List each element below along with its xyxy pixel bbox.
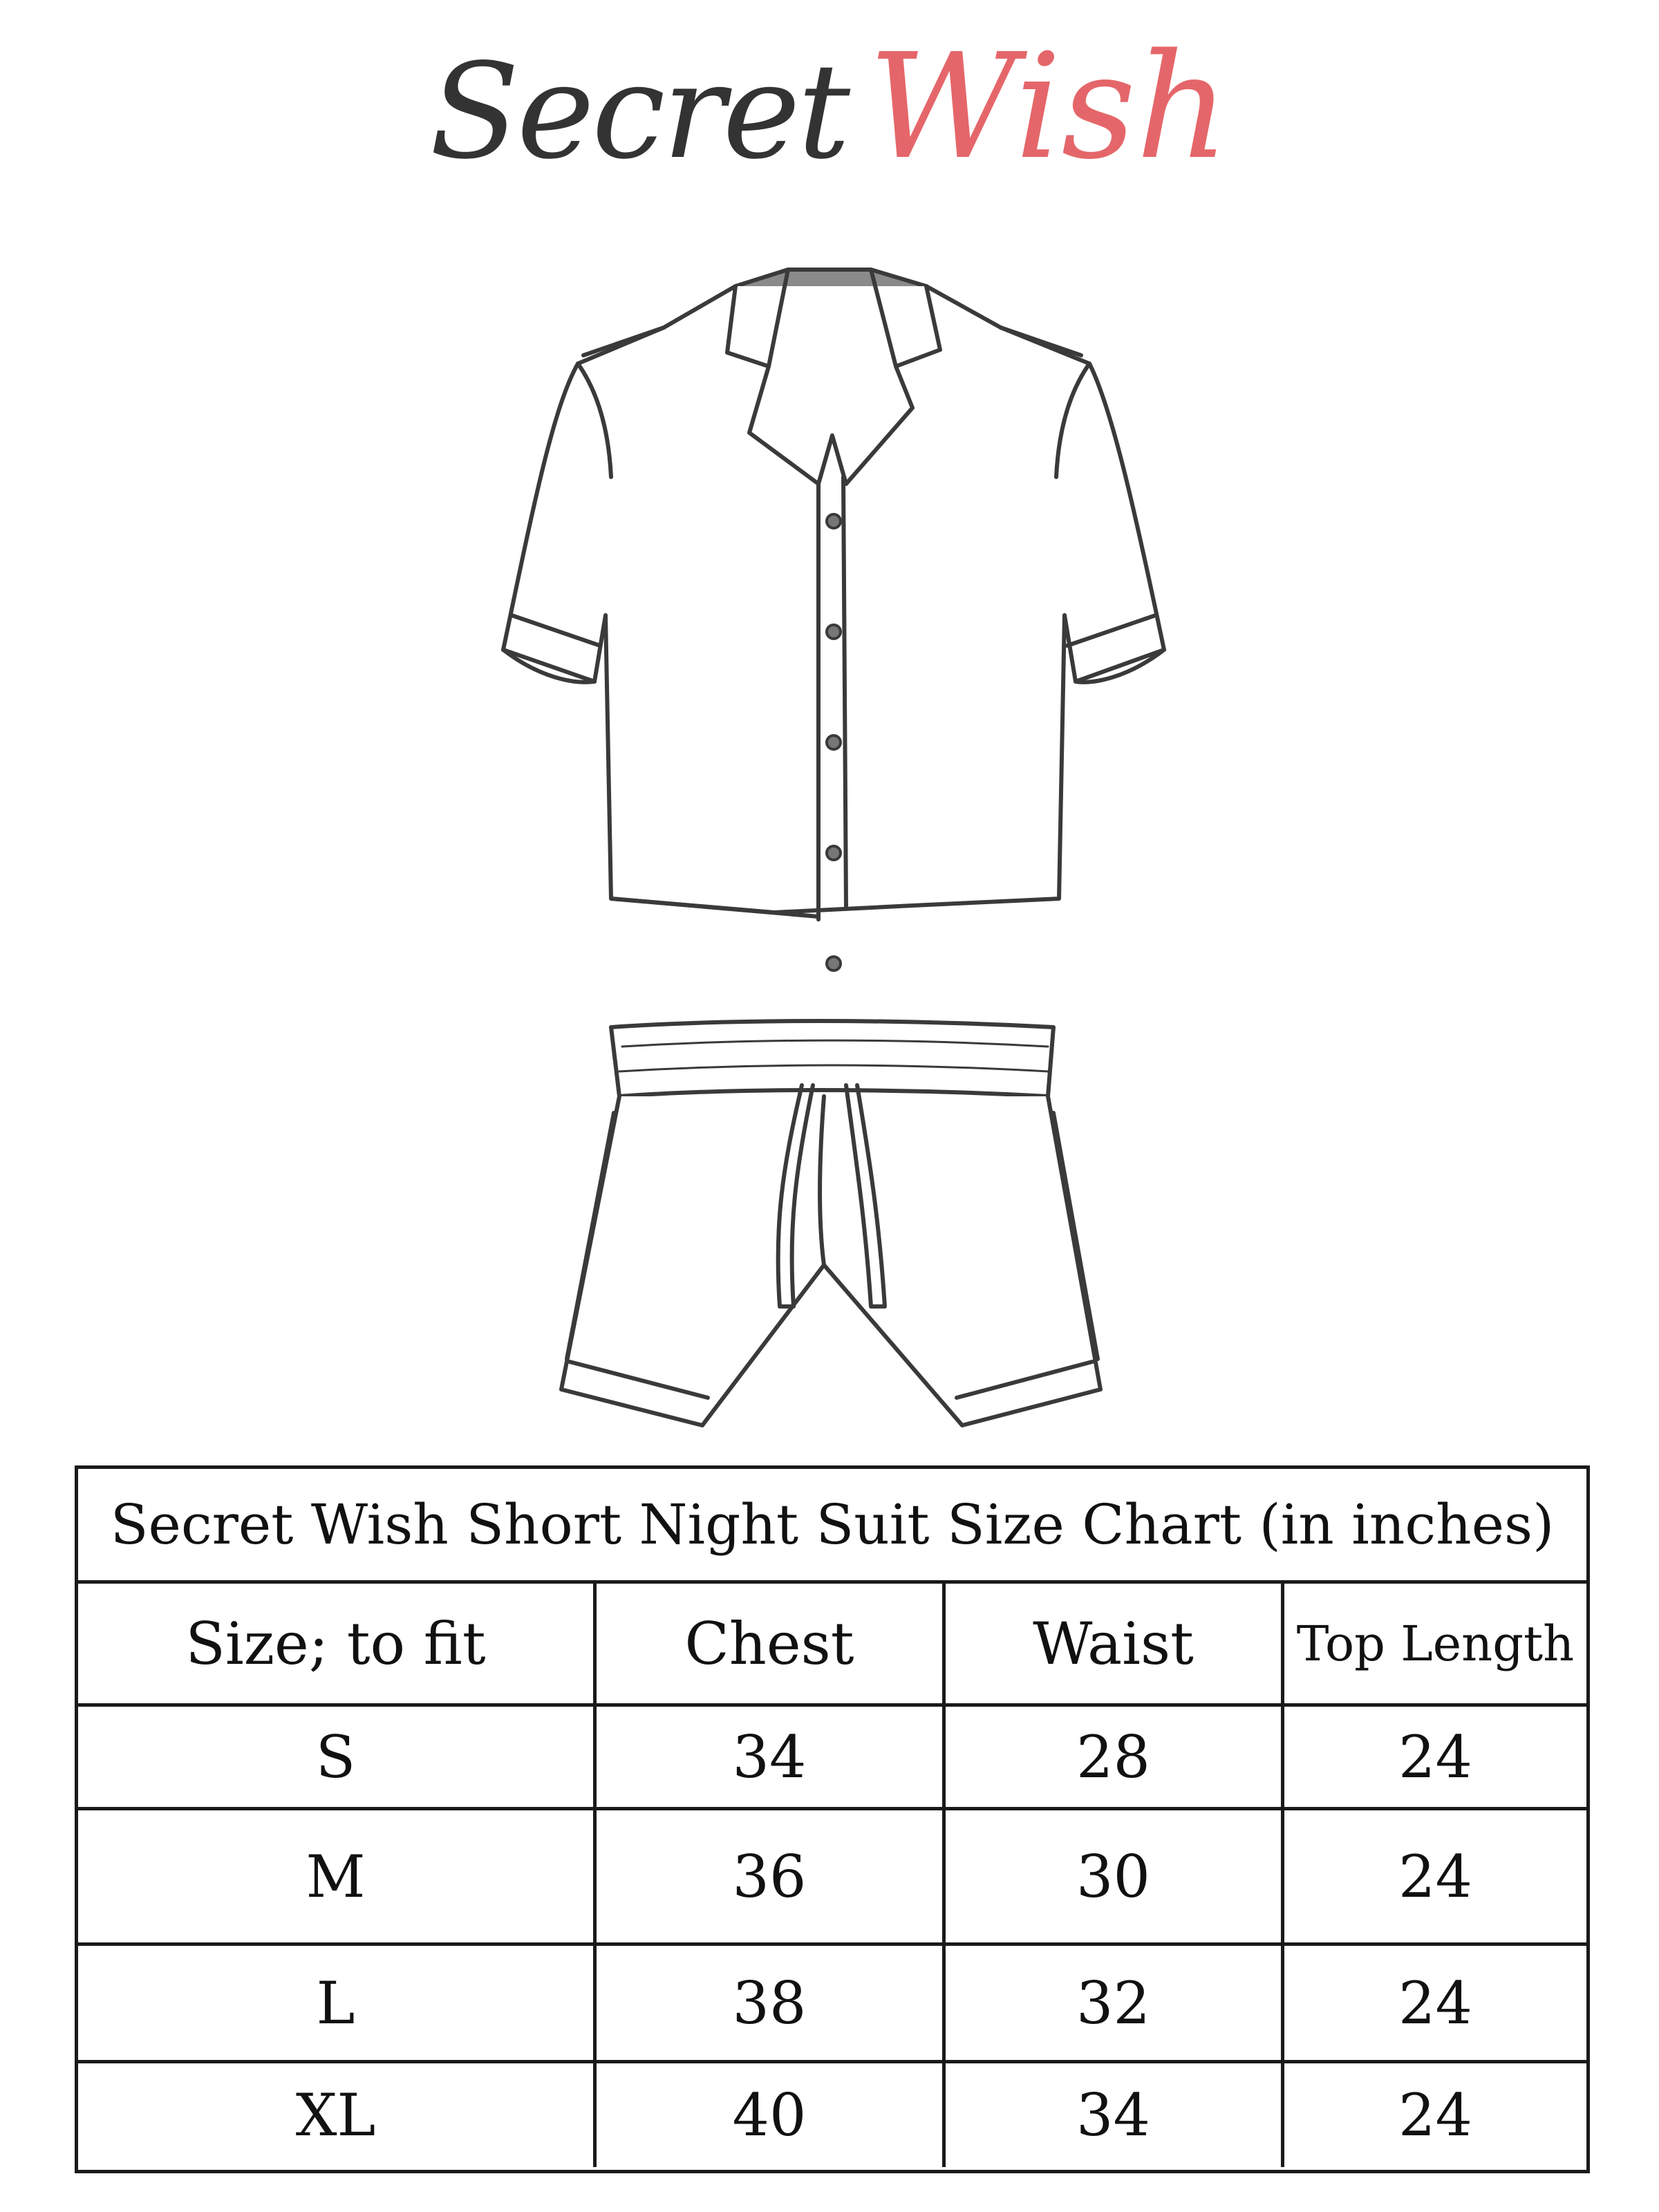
size-cell: L: [78, 1946, 597, 2060]
size-chart-title: Secret Wish Short Night Suit Size Chart (in inches): [78, 1469, 1586, 1584]
top-length-cell: 24: [1398, 2081, 1472, 2149]
header-chest: Chest: [597, 1584, 946, 1703]
chest-cell: 38: [597, 1946, 946, 2060]
button-icon: [827, 625, 841, 639]
waist-cell: 28: [946, 1707, 1284, 1807]
waist-cell: 30: [946, 1810, 1284, 1942]
header-size: Size; to fit: [78, 1584, 597, 1703]
button-icon: [827, 957, 841, 971]
header-top-length: Top Length: [1296, 1615, 1575, 1672]
top-length-cell: 24: [1398, 1842, 1472, 1911]
button-icon: [827, 735, 841, 749]
waist-cell: 34: [946, 2063, 1284, 2167]
table-row: [78, 1707, 1586, 1810]
garment-illustration: [456, 200, 1203, 1459]
chest-cell: 34: [597, 1707, 946, 1807]
top-length-cell: 24: [1398, 1969, 1472, 2037]
brand-logo: [0, 21, 1659, 194]
header-waist: Waist: [946, 1584, 1284, 1703]
size-chart-table: [75, 1465, 1590, 2173]
size-cell: S: [78, 1707, 597, 1807]
size-cell: M: [78, 1810, 597, 1942]
logo-word-wish: Wish: [868, 22, 1230, 191]
table-row: [78, 1810, 1586, 1946]
button-icon: [827, 514, 841, 528]
shorts-drawing: [561, 1021, 1100, 1425]
waist-cell: 32: [946, 1946, 1284, 2060]
table-header-row: [78, 1584, 1586, 1707]
logo-word-secret: Secret: [429, 35, 848, 188]
shirt-drawing: [503, 270, 1164, 919]
table-row: [78, 2063, 1586, 2167]
top-length-cell: 24: [1398, 1723, 1472, 1791]
size-cell: XL: [78, 2063, 597, 2167]
chest-cell: 40: [597, 2063, 946, 2167]
button-icon: [827, 846, 841, 860]
chest-cell: 36: [597, 1810, 946, 1942]
table-row: [78, 1946, 1586, 2063]
